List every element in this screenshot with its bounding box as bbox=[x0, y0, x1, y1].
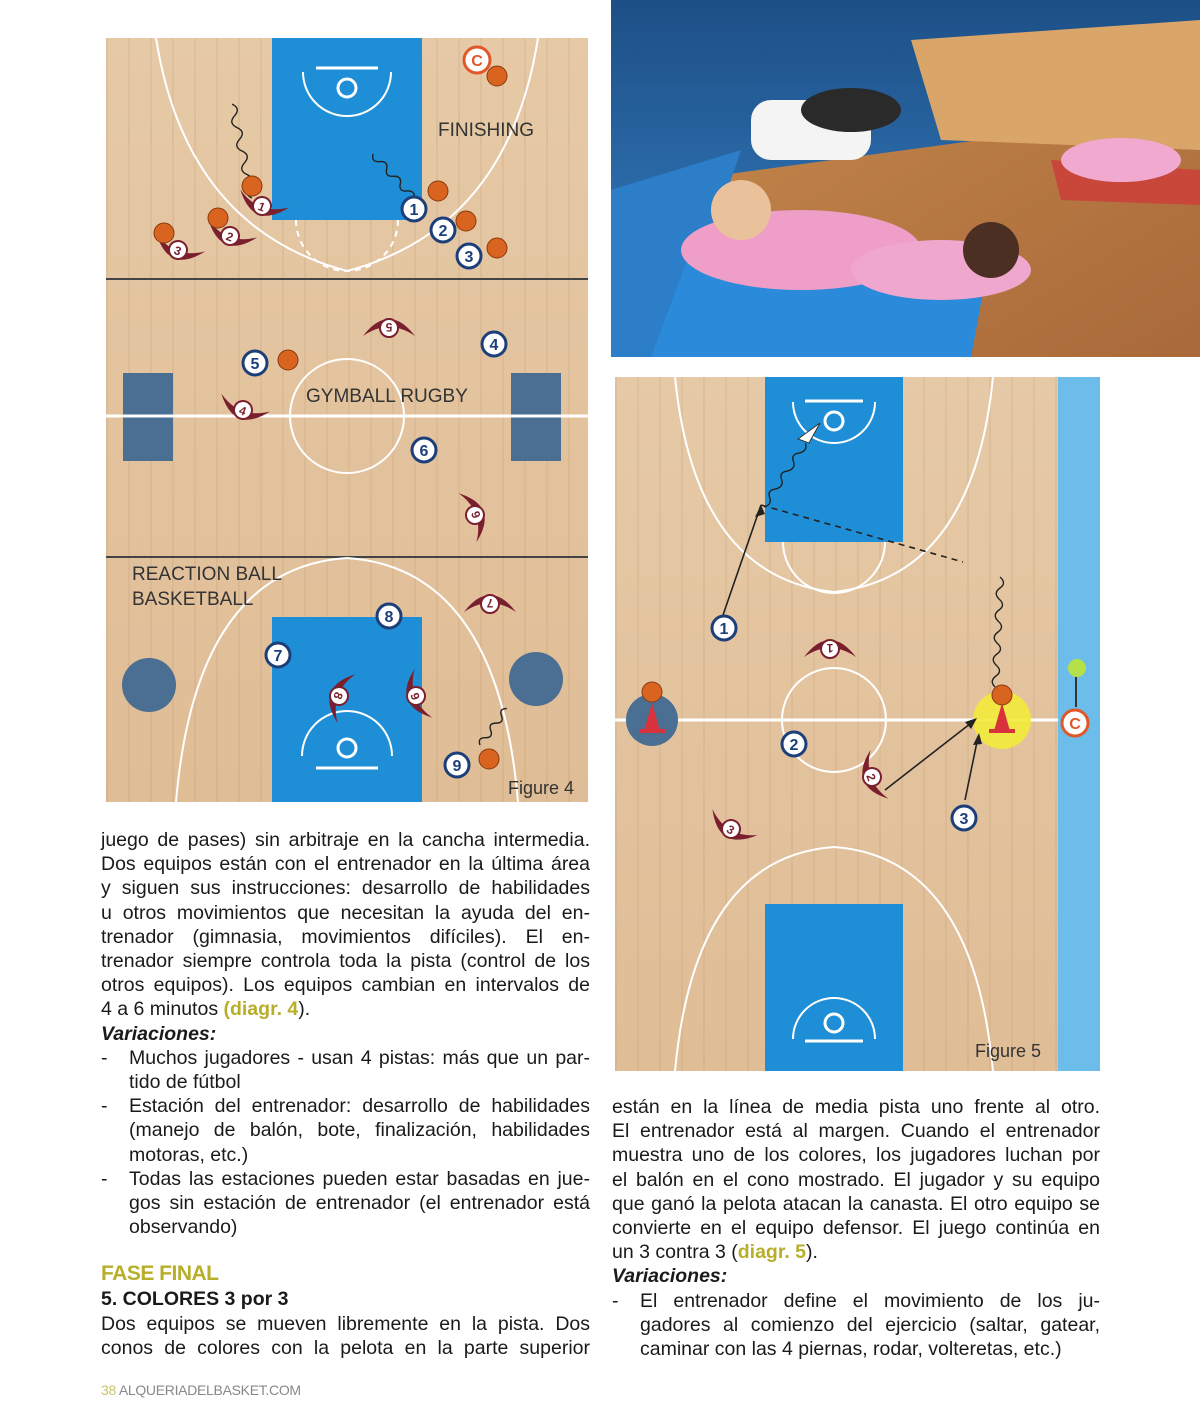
svg-text:8: 8 bbox=[384, 609, 394, 626]
ball-icon bbox=[456, 211, 476, 231]
dash-bullet: - bbox=[101, 1046, 108, 1069]
variation-item bbox=[101, 1094, 590, 1167]
svg-text:1: 1 bbox=[409, 202, 419, 219]
ball-icon bbox=[479, 749, 499, 769]
ball-icon bbox=[154, 223, 174, 243]
svg-text:3: 3 bbox=[464, 249, 474, 266]
variation-line: gos sin estación de entrenador (el entrenador está bbox=[129, 1192, 590, 1215]
svg-text:1: 1 bbox=[256, 199, 268, 215]
defense-player-4 bbox=[215, 393, 270, 428]
variation-line: observando) bbox=[129, 1216, 238, 1239]
paragraph-stations bbox=[101, 828, 590, 997]
svg-text:2: 2 bbox=[863, 771, 879, 783]
svg-text:5: 5 bbox=[250, 356, 260, 373]
defense-player-2 bbox=[855, 749, 890, 804]
offense-player-1 bbox=[712, 616, 736, 640]
svg-text:3: 3 bbox=[724, 822, 737, 838]
variations-title: Variaciones: bbox=[101, 1022, 217, 1045]
variation-line: Muchos jugadores - usan 4 pistas: más que un par- bbox=[129, 1046, 590, 1069]
svg-text:4: 4 bbox=[237, 403, 249, 419]
offense-player-1 bbox=[402, 197, 426, 221]
label-gymball-rugby: GYMBALL RUGBY bbox=[306, 386, 468, 407]
ball-icon bbox=[242, 176, 262, 196]
svg-text:6: 6 bbox=[468, 509, 484, 521]
coach-marker bbox=[1062, 710, 1088, 736]
text-line: y siguen sus instrucciones: desarrollo de habilidades bbox=[101, 877, 590, 900]
svg-text:C: C bbox=[1069, 716, 1081, 733]
offense-player-7 bbox=[266, 643, 290, 667]
variations-list-right bbox=[612, 1289, 1100, 1362]
diagram-4-link[interactable]: (diagr. 4 bbox=[223, 998, 299, 1021]
svg-text:3: 3 bbox=[959, 811, 969, 828]
text-line: el balón en el cono mostrado. El jugador y su equipo bbox=[612, 1168, 1100, 1191]
diagram-5-link[interactable]: diagr. 5 bbox=[737, 1241, 807, 1264]
dash-bullet: - bbox=[101, 1167, 108, 1190]
variation-line: Estación del entrenador: desarrollo de habilidades bbox=[129, 1095, 590, 1118]
svg-text:1: 1 bbox=[719, 621, 729, 638]
ball-icon bbox=[992, 685, 1012, 705]
svg-text:7: 7 bbox=[486, 596, 494, 610]
figure-4-diagram bbox=[106, 38, 588, 802]
subsection-title: 5. COLORES 3 por 3 bbox=[101, 1288, 289, 1310]
variation-line: caminar con las 4 piernas, rodar, volteretas, etc.) bbox=[640, 1338, 1062, 1361]
variation-line: gadores al comienzo del ejercicio (saltar, gatear, bbox=[640, 1313, 1100, 1336]
paragraph-game-rules bbox=[612, 1095, 1100, 1240]
text-line: muestra uno de los colores, los jugadores luchan por bbox=[612, 1144, 1100, 1167]
variations-title-right: Variaciones: bbox=[612, 1265, 728, 1288]
para1-last-line: 4 a 6 minutos (diagr. 4). bbox=[101, 998, 311, 1021]
offense-player-4 bbox=[482, 332, 506, 356]
svg-text:9: 9 bbox=[452, 758, 462, 775]
figure-5-caption: Figure 5 bbox=[975, 1041, 1042, 1061]
coach-marker bbox=[464, 47, 490, 73]
svg-text:8: 8 bbox=[330, 690, 346, 702]
variation-line: motoras, etc.) bbox=[129, 1143, 249, 1166]
offense-player-5 bbox=[243, 351, 267, 375]
label-basketball: BASKETBALL bbox=[132, 589, 254, 610]
figure-5 bbox=[615, 377, 1100, 1071]
defense-player-1 bbox=[804, 640, 856, 658]
page-number: 38 bbox=[101, 1382, 116, 1398]
figure-4-caption: Figure 4 bbox=[508, 778, 575, 798]
svg-text:7: 7 bbox=[273, 648, 283, 665]
offense-player-9 bbox=[445, 753, 469, 777]
figure-5-diagram bbox=[615, 377, 1100, 1071]
label-reaction-ball: REACTION BALL bbox=[132, 564, 282, 585]
text-line: Dos equipos están con el entrenador en la última área bbox=[101, 853, 590, 876]
dash-bullet: - bbox=[612, 1289, 619, 1312]
offense-player-3 bbox=[952, 806, 976, 830]
variations-list bbox=[101, 1046, 590, 1240]
paragraph-colores bbox=[101, 1312, 590, 1360]
offense-player-8 bbox=[377, 604, 401, 628]
para3-last-line: un 3 contra 3 (diagr. 5). bbox=[612, 1241, 818, 1264]
svg-text:C: C bbox=[471, 53, 483, 70]
text-line: Dos equipos se mueven libremente en la pista. Dos bbox=[101, 1313, 590, 1335]
svg-text:2: 2 bbox=[438, 223, 448, 240]
site-url[interactable]: ALQUERIADELBASKET.COM bbox=[118, 1382, 301, 1398]
offense-player-6 bbox=[412, 438, 436, 462]
figure-4 bbox=[106, 38, 588, 802]
variation-line: tido de fútbol bbox=[129, 1071, 241, 1094]
text-line: El entrenador está al margen. Cuando el entrenador bbox=[612, 1120, 1100, 1143]
text-line: están en la línea de media pista uno frente al otro. bbox=[612, 1096, 1100, 1118]
ball-icon bbox=[487, 66, 507, 86]
variation-item bbox=[612, 1289, 1100, 1362]
footer bbox=[101, 1382, 301, 1398]
svg-text:3: 3 bbox=[172, 243, 184, 259]
label-finishing: FINISHING bbox=[438, 120, 535, 141]
text-line: juego de pases) sin arbitraje en la cancha intermedia. bbox=[101, 829, 590, 851]
text-line: que ganó la pelota atacan la canasta. El otro equipo se bbox=[612, 1192, 1100, 1215]
ball-icon bbox=[278, 350, 298, 370]
text-line: u otros movimientos que necesitan la ayuda del en- bbox=[101, 901, 590, 924]
ball-icon bbox=[208, 208, 228, 228]
ball-icon bbox=[428, 181, 448, 201]
offense-player-2 bbox=[782, 732, 806, 756]
defense-player-6 bbox=[458, 487, 493, 542]
section-title: FASE FINAL bbox=[101, 1262, 219, 1285]
text-line: trenador siempre controla toda la pista (control de los bbox=[101, 950, 590, 973]
svg-text:5: 5 bbox=[385, 320, 393, 334]
variation-line: El entrenador define el movimiento de los ju- bbox=[640, 1289, 1100, 1312]
text-line: convierte en el equipo defensor. El juego continúa en bbox=[612, 1217, 1100, 1240]
key-area bbox=[272, 38, 422, 220]
defense-player-5 bbox=[363, 319, 415, 337]
offense-player-2 bbox=[431, 218, 455, 242]
variation-item bbox=[101, 1167, 590, 1240]
text-line: trenador (gimnasia, movimientos difíciles). El en- bbox=[101, 925, 590, 948]
text-line: otros equipos). Los equipos cambian en intervalos de bbox=[101, 974, 590, 997]
defense-player-3 bbox=[704, 808, 758, 850]
svg-text:6: 6 bbox=[419, 443, 429, 460]
variation-line: (manejo de balón, bote, finalización, habilidades bbox=[129, 1119, 590, 1142]
left-column-text bbox=[101, 828, 590, 1239]
svg-text:9: 9 bbox=[407, 690, 423, 702]
svg-text:2: 2 bbox=[224, 229, 236, 245]
offense-player-3 bbox=[457, 244, 481, 268]
svg-text:4: 4 bbox=[489, 337, 499, 354]
right-column-text bbox=[612, 1095, 1100, 1361]
dash-bullet: - bbox=[101, 1095, 108, 1118]
svg-text:2: 2 bbox=[789, 737, 799, 754]
ball-icon bbox=[487, 238, 507, 258]
svg-text:1: 1 bbox=[826, 641, 834, 655]
variation-line: Todas las estaciones pueden estar basadas en jue- bbox=[129, 1167, 590, 1190]
ball-icon bbox=[642, 682, 662, 702]
defense-player-7 bbox=[464, 595, 516, 613]
variation-item bbox=[101, 1046, 590, 1094]
photo-players-lying-on-mats bbox=[611, 0, 1200, 357]
text-line: conos de colores con la pelota en la parte superior bbox=[101, 1337, 590, 1360]
